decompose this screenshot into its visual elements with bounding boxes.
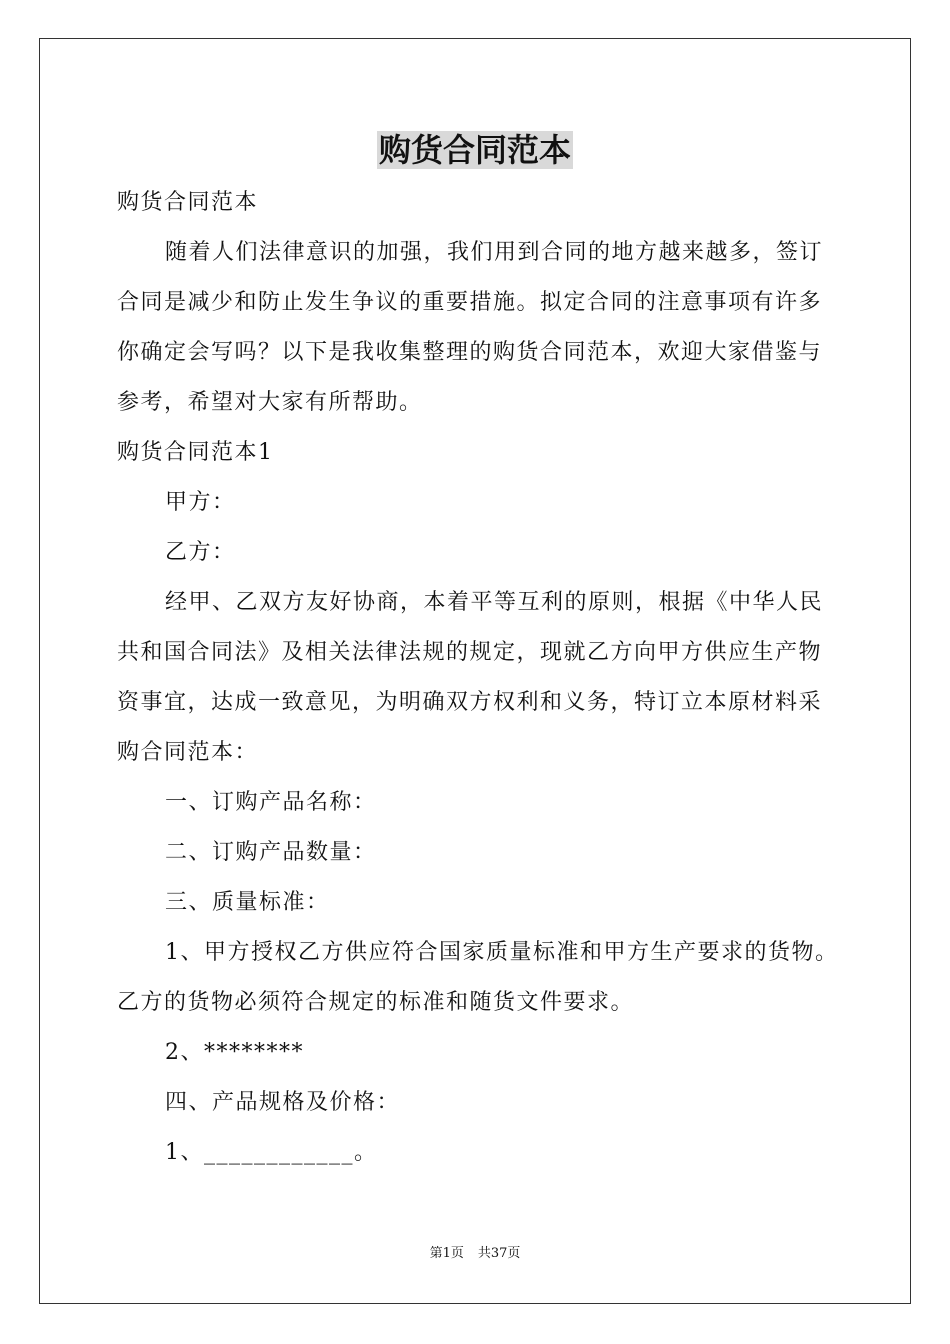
paragraph-line: 合同是减少和防止发生争议的重要措施。拟定合同的注意事项有许多 xyxy=(117,290,823,315)
document-body xyxy=(117,178,837,1178)
clause-line: 一、订购产品名称： xyxy=(165,790,377,815)
paragraph-line: 随着人们法律意识的加强，我们用到合同的地方越来越多，签订 xyxy=(165,240,824,265)
party-b-line: 乙方： xyxy=(165,540,236,565)
clause-line: 1、甲方授权乙方供应符合国家质量标准和甲方生产要求的货物。 xyxy=(165,940,839,965)
paragraph-line: 你确定会写吗？以下是我收集整理的购货合同范本，欢迎大家借鉴与 xyxy=(117,340,823,365)
clause-line: 四、产品规格及价格： xyxy=(165,1090,401,1115)
paragraph-line: 资事宜，达成一致意见，为明确双方权利和义务，特订立本原材料采 xyxy=(117,690,823,715)
clause-line: 2、******** xyxy=(165,1040,304,1065)
document-title xyxy=(0,128,950,172)
party-a-line: 甲方： xyxy=(165,490,236,515)
page-total: 共37页 xyxy=(477,1246,521,1261)
clause-line: 三、质量标准： xyxy=(165,890,330,915)
paragraph-line: 乙方的货物必须符合规定的标准和随货文件要求。 xyxy=(117,990,635,1015)
clause-line: 1、____________。 xyxy=(165,1140,378,1165)
section-heading: 购货合同范本1 xyxy=(117,440,274,465)
paragraph-line: 经甲、乙双方友好协商，本着平等互利的原则，根据《中华人民 xyxy=(165,590,824,615)
paragraph-line: 购合同范本： xyxy=(117,740,259,765)
paragraph-line: 共和国合同法》及相关法律法规的规定，现就乙方向甲方供应生产物 xyxy=(117,640,823,665)
clause-line: 二、订购产品数量： xyxy=(165,840,377,865)
section-heading: 购货合同范本 xyxy=(117,190,259,215)
paragraph-line: 参考，希望对大家有所帮助。 xyxy=(117,390,423,415)
document-title-text: 购货合同范本 xyxy=(378,131,571,169)
page-number: 第1页 xyxy=(429,1246,464,1261)
page-footer xyxy=(0,1245,950,1263)
